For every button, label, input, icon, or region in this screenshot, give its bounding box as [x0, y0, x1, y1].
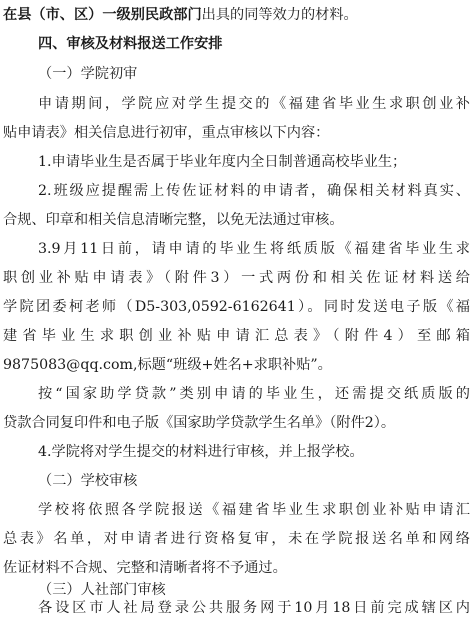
list-item-3: 3.9月11日前，请申请的毕业生将纸质版《福建省毕业生求	[38, 241, 470, 257]
paragraph-line: 各设区市人社局登录公共服务网于10月18日前完成辖区内	[38, 600, 470, 616]
list-item-4: 4.学院将对学生提交的材料进行审核，并上报学校。	[38, 444, 364, 460]
paragraph-line: 按“国家助学贷款”类别申请的毕业生，还需提交纸质版的	[38, 386, 470, 402]
paragraph-line: 佐证材料不合规、完整和清晰者将不予通过。	[3, 560, 287, 576]
list-item-3-cont: 9875083@qq.com,标题“班级+姓名+求职补贴”。	[3, 357, 332, 373]
subsection-heading: （二）学校审核	[38, 473, 138, 489]
list-item-3-cont: 职创业补贴申请表》（附件3）一式两份和相关佐证材料送给	[3, 270, 470, 286]
paragraph-line: 总表》名单，对申请者进行资格复审，未在学院报送名单和网络	[3, 531, 470, 547]
subsection-heading: （三）人社部门审核	[38, 582, 166, 598]
list-item-1: 1.申请毕业生是否属于毕业年度内全日制普通高校毕业生；	[38, 154, 407, 170]
bold-phrase: 在县（市、区）一级别民政部门	[3, 7, 202, 23]
paragraph-line: 学校将依照各学院报送《福建省毕业生求职创业补贴申请汇	[38, 502, 470, 518]
list-item-3-cont: 学院团委柯老师（D5-303,0592-6162641）。同时发送电子版《福	[3, 299, 470, 315]
text-fragment: 出具的同等效力的材料。	[201, 7, 358, 23]
paragraph-line: 贴申请表》相关信息进行初审，重点审核以下内容：	[3, 125, 330, 141]
list-item-3-cont: 建省毕业生求职创业补贴申请汇总表》（附件4）至邮箱	[3, 328, 470, 344]
list-item-2-cont: 合规、印章和相关信息清晰完整，以免无法通过审核。	[3, 212, 344, 228]
paragraph-line: 申请期间，学院应对学生提交的《福建省毕业生求职创业补	[38, 96, 470, 112]
text-line	[3, 5, 358, 25]
subsection-heading: （一）学院初审	[38, 66, 138, 82]
section-heading: 四、审核及材料报送工作安排	[38, 36, 223, 52]
list-item-2: 2.班级应提醒需上传佐证材料的申请者，确保相关材料真实、	[38, 183, 470, 199]
paragraph-line: 贷款合同复印件和电子版《国家助学贷款学生名单》（附件2）。	[3, 415, 396, 431]
